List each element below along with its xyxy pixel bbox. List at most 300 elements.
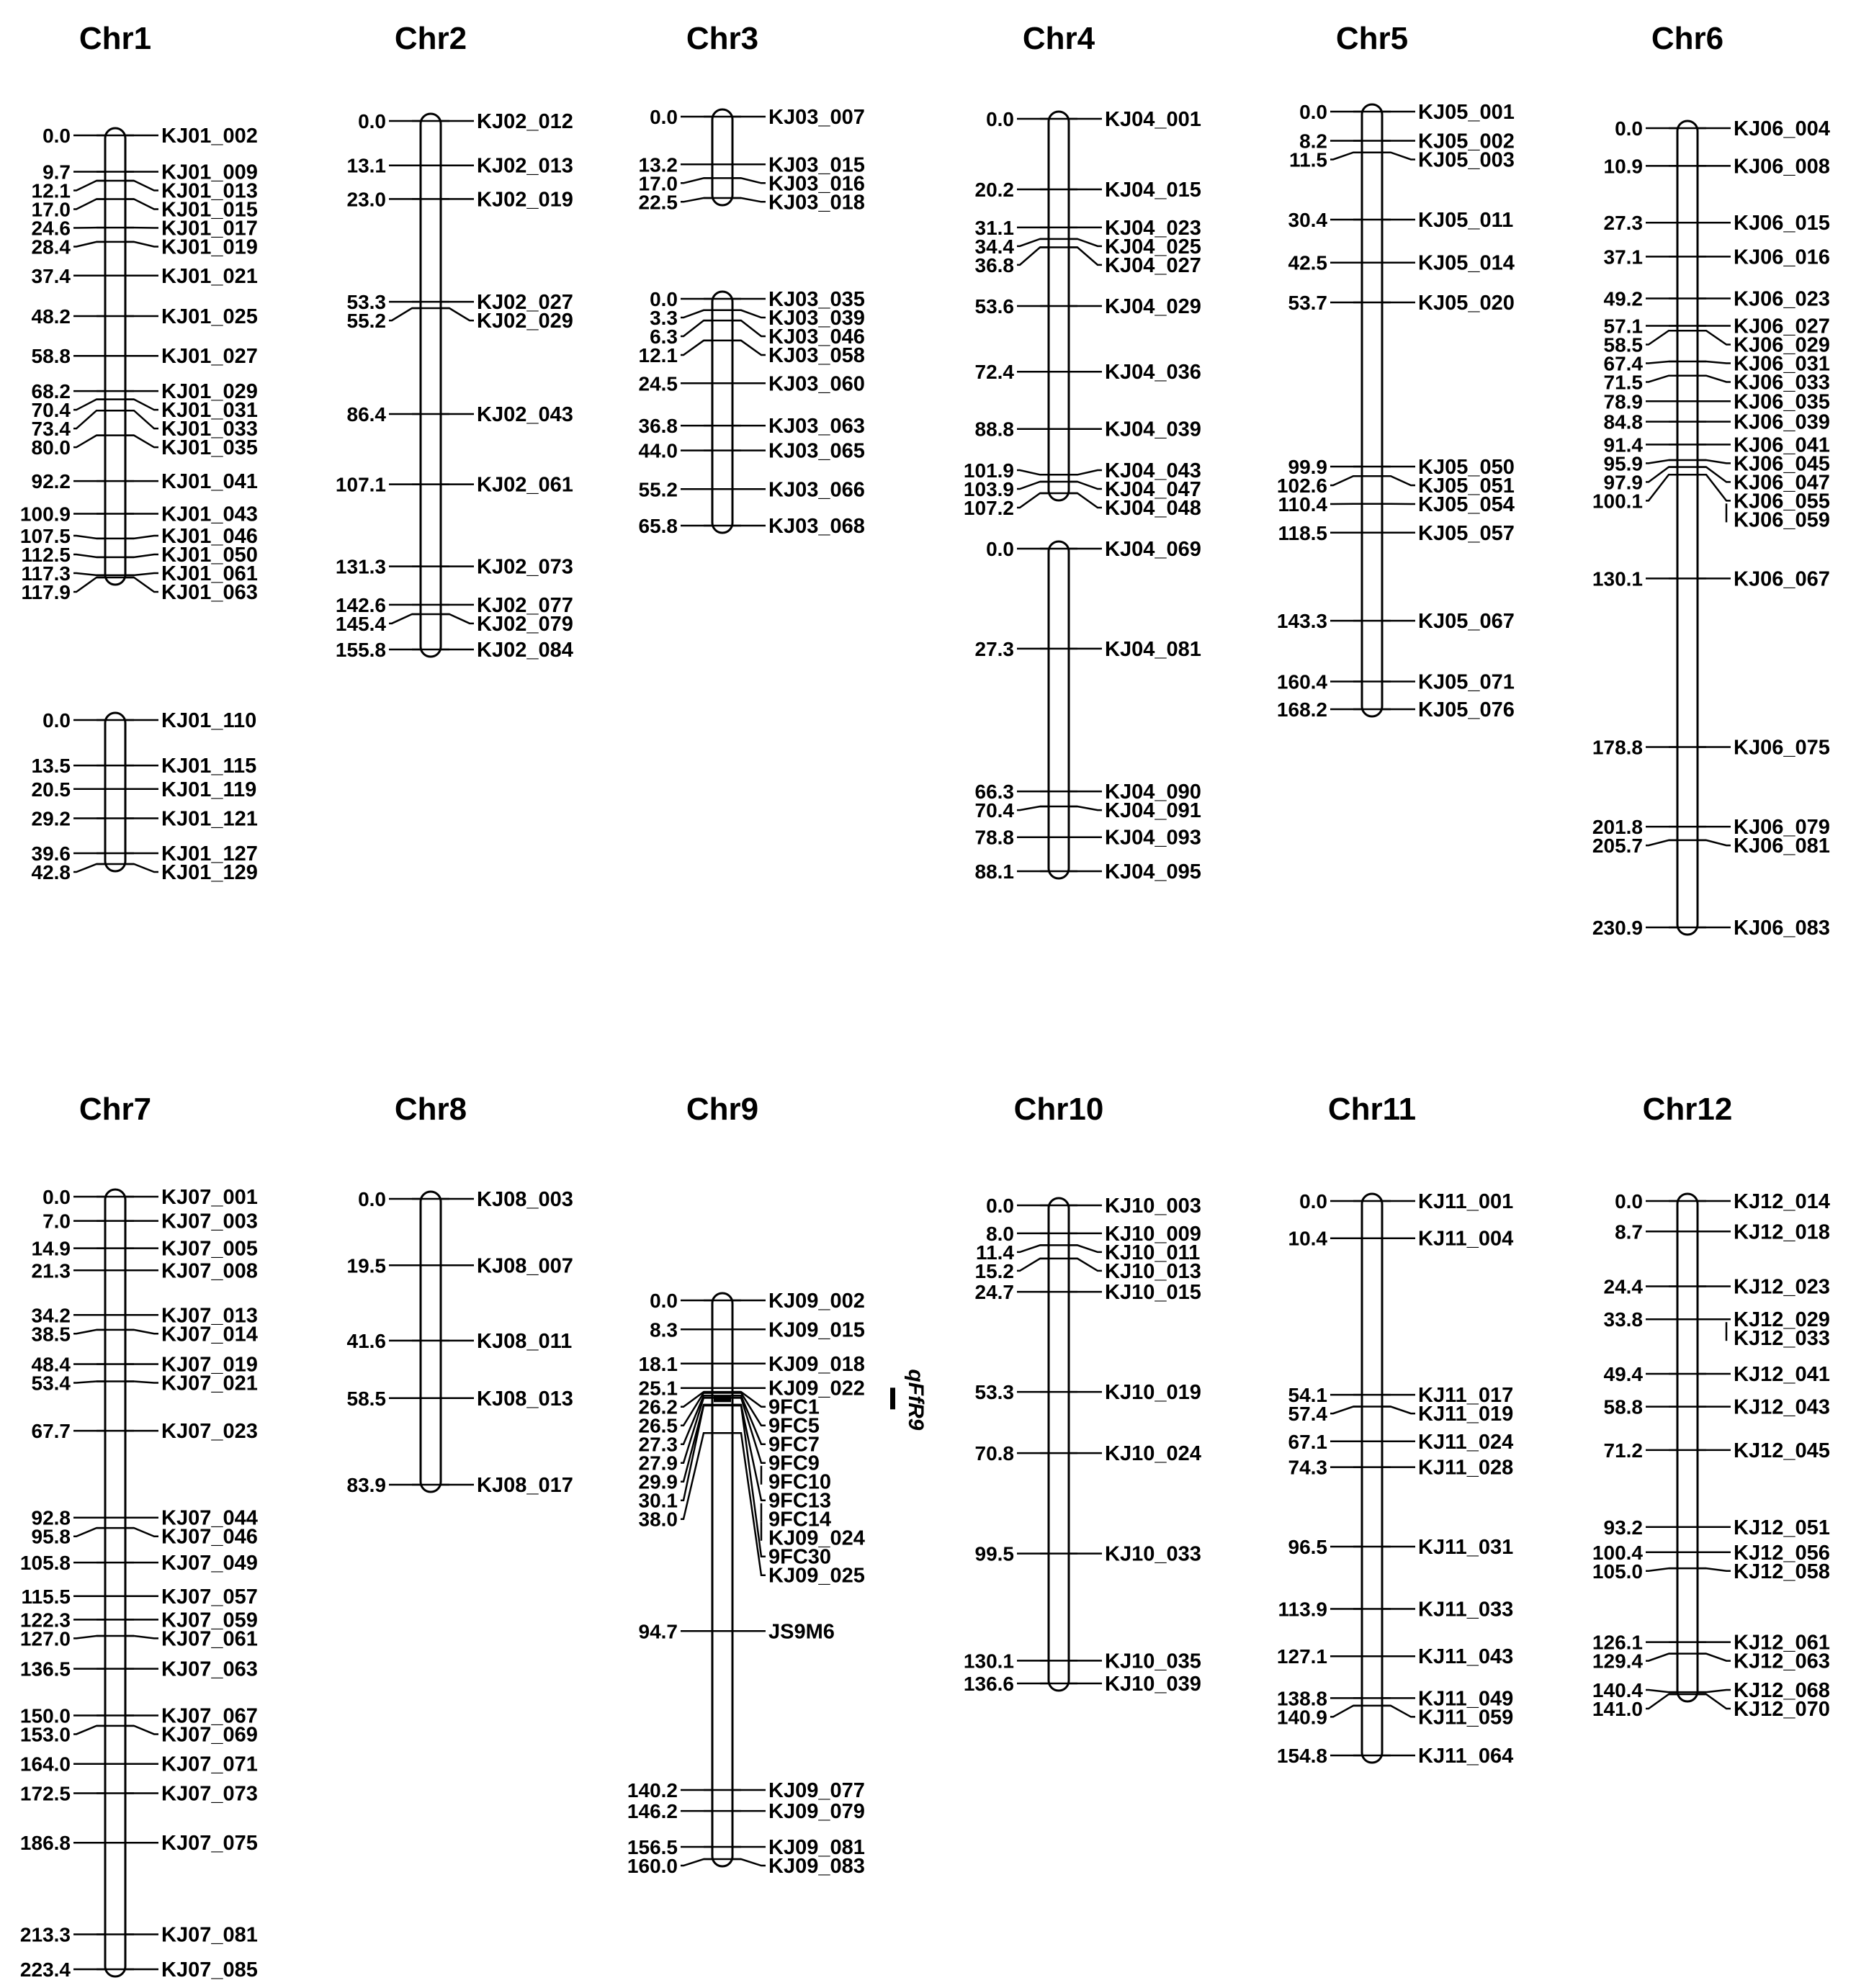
- marker-name: KJ07_081: [161, 1923, 258, 1947]
- marker-name: KJ12_043: [1734, 1395, 1830, 1419]
- marker-position: 0.0: [650, 1290, 678, 1312]
- marker-name: KJ04_091: [1105, 799, 1201, 823]
- marker-position: 0.0: [986, 108, 1014, 130]
- marker-position: 88.8: [974, 418, 1014, 441]
- linkage-group: [1592, 117, 1830, 940]
- marker-name: KJ06_008: [1734, 155, 1830, 179]
- marker-connector: [125, 1636, 158, 1638]
- marker-name: KJ03_015: [768, 153, 865, 177]
- marker-name: KJ07_023: [161, 1420, 258, 1444]
- marker-name: KJ01_031: [161, 399, 258, 423]
- marker-position: 15.2: [974, 1259, 1014, 1282]
- linkage-group: [20, 1186, 258, 1982]
- marker-position: 49.2: [1603, 287, 1643, 310]
- marker-name: KJ02_061: [477, 473, 573, 497]
- marker-position: 6.3: [650, 325, 678, 348]
- marker-connector: [441, 308, 474, 320]
- marker-name: KJ04_048: [1105, 497, 1201, 520]
- marker-position: 0.0: [358, 110, 386, 132]
- marker-connector: [125, 554, 158, 557]
- chromosome-title: Chr7: [79, 1092, 152, 1127]
- marker-position: 29.9: [638, 1470, 678, 1493]
- marker-position: 24.5: [638, 372, 678, 395]
- marker-name: KJ05_002: [1418, 130, 1515, 153]
- marker-position: 65.8: [638, 515, 678, 537]
- chromosome-bar: [1049, 541, 1069, 878]
- marker-name: KJ01_017: [161, 217, 258, 240]
- marker-position: 101.9: [963, 459, 1014, 482]
- marker-name: KJ04_025: [1105, 235, 1201, 258]
- marker-name: KJ08_011: [477, 1329, 573, 1353]
- marker-position: 0.0: [42, 709, 71, 732]
- marker-name: KJ06_023: [1734, 287, 1830, 311]
- marker-position: 113.9: [1278, 1598, 1327, 1621]
- marker-position: 34.4: [974, 235, 1014, 258]
- marker-name: KJ03_046: [768, 325, 865, 348]
- marker-position: 0.0: [1615, 117, 1643, 140]
- marker-name: KJ04_069: [1105, 538, 1201, 561]
- position-connector: [1017, 470, 1049, 474]
- marker-position: 92.2: [31, 470, 71, 493]
- chromosome-bar: [105, 1189, 125, 1976]
- chromosome-title: Chr4: [1022, 21, 1095, 56]
- position-connector: [1017, 806, 1049, 810]
- linkage-group: [964, 1195, 1201, 1696]
- marker-name: KJ05_003: [1418, 148, 1515, 172]
- chromosome-bar: [1677, 121, 1698, 935]
- marker-connector: [1069, 248, 1102, 265]
- marker-position: 160.0: [627, 1855, 678, 1878]
- marker-name: KJ11_031: [1418, 1536, 1514, 1560]
- marker-name: KJ09_079: [768, 1800, 865, 1824]
- marker-position: 53.3: [974, 1381, 1014, 1404]
- marker-position: 20.5: [31, 778, 71, 801]
- marker-position: 34.2: [31, 1304, 71, 1327]
- chromosome-bar: [712, 292, 732, 533]
- marker-position: 53.3: [346, 291, 386, 314]
- marker-connector: [125, 181, 158, 191]
- marker-position: 0.0: [986, 538, 1014, 560]
- chromosome-bar: [1362, 104, 1382, 716]
- marker-position: 55.2: [638, 478, 678, 501]
- marker-position: 72.4: [974, 361, 1014, 384]
- marker-position: 37.4: [31, 264, 71, 287]
- chromosome-chr9: [627, 1092, 928, 1878]
- marker-name: KJ09_077: [768, 1778, 865, 1802]
- marker-connector: [125, 536, 158, 539]
- marker-name: KJ01_115: [161, 755, 257, 778]
- marker-position: 38.0: [638, 1508, 678, 1531]
- marker-position: 53.4: [31, 1372, 71, 1395]
- marker-name: KJ01_013: [161, 179, 258, 203]
- marker-position: 9.7: [42, 161, 71, 184]
- marker-position: 22.5: [638, 191, 678, 214]
- marker-name: KJ04_023: [1105, 216, 1201, 240]
- marker-position: 142.6: [335, 593, 386, 616]
- marker-position: 205.7: [1592, 835, 1643, 858]
- marker-name: KJ04_039: [1105, 418, 1201, 441]
- chromosome-bar: [1362, 1194, 1382, 1763]
- marker-position: 11.5: [1289, 148, 1327, 171]
- marker-position: 153.0: [19, 1723, 71, 1746]
- marker-name: KJ10_003: [1105, 1195, 1201, 1218]
- marker-name: KJ03_065: [768, 439, 865, 463]
- marker-position: 186.8: [19, 1832, 71, 1855]
- position-connector: [73, 1330, 105, 1333]
- marker-name: KJ07_001: [161, 1186, 258, 1209]
- marker-position: 136.5: [19, 1658, 71, 1681]
- marker-position: 112.5: [21, 544, 71, 566]
- position-connector: [73, 554, 105, 557]
- marker-name: KJ03_016: [768, 172, 865, 196]
- marker-connector: [125, 436, 158, 448]
- position-connector: [1646, 1694, 1677, 1709]
- marker-name: KJ04_090: [1105, 781, 1201, 804]
- marker-position: 0.0: [42, 1186, 71, 1208]
- marker-name: KJ02_029: [477, 310, 573, 333]
- marker-position: 3.3: [650, 307, 678, 329]
- position-connector: [389, 308, 421, 320]
- marker-position: 67.4: [1603, 352, 1643, 375]
- marker-position: 230.9: [1592, 917, 1643, 939]
- marker-name: KJ08_007: [477, 1254, 573, 1278]
- marker-connector: [1698, 1654, 1731, 1661]
- position-connector: [73, 864, 105, 872]
- marker-name: KJ02_073: [477, 555, 573, 579]
- marker-connector: [732, 1395, 766, 1444]
- marker-connector: [1382, 1407, 1415, 1414]
- marker-position: 140.4: [1592, 1679, 1643, 1701]
- marker-name: KJ02_027: [477, 291, 573, 315]
- marker-position: 93.2: [1603, 1516, 1643, 1539]
- marker-name: KJ12_023: [1734, 1275, 1830, 1299]
- marker-name: KJ12_061: [1734, 1631, 1830, 1655]
- marker-name: KJ07_008: [161, 1259, 258, 1283]
- marker-name: KJ04_036: [1105, 361, 1201, 384]
- marker-name: KJ05_057: [1418, 521, 1515, 545]
- marker-connector: [1069, 239, 1102, 246]
- marker-connector: [1069, 806, 1102, 810]
- marker-name: KJ03_058: [768, 344, 865, 367]
- marker-name: KJ07_071: [161, 1753, 258, 1776]
- marker-position: 150.0: [19, 1704, 71, 1727]
- marker-position: 18.1: [638, 1352, 678, 1375]
- marker-name: KJ04_029: [1105, 295, 1201, 318]
- position-connector: [73, 199, 105, 210]
- marker-connector: [1698, 361, 1731, 363]
- marker-position: 24.4: [1603, 1275, 1643, 1298]
- marker-name: KJ10_013: [1105, 1259, 1201, 1283]
- position-connector: [681, 198, 712, 202]
- marker-position: 107.1: [335, 473, 386, 496]
- marker-connector: [125, 400, 158, 410]
- marker-name: KJ06_081: [1734, 835, 1830, 858]
- position-connector: [73, 573, 105, 575]
- marker-name: KJ12_041: [1734, 1362, 1830, 1386]
- marker-name: KJ11_059: [1418, 1706, 1514, 1730]
- marker-name: KJ12_033: [1734, 1327, 1830, 1351]
- chromosome-title: Chr6: [1651, 21, 1724, 56]
- chromosome-chr11: [1277, 1092, 1513, 1768]
- marker-name: KJ01_015: [161, 198, 258, 222]
- marker-name: KJ07_013: [161, 1304, 258, 1328]
- position-connector: [73, 410, 105, 428]
- marker-name: KJ01_050: [161, 544, 258, 567]
- marker-position: 73.4: [31, 418, 71, 441]
- marker-name: KJ01_063: [161, 581, 258, 604]
- marker-position: 36.8: [974, 253, 1014, 276]
- marker-position: 88.1: [974, 860, 1014, 883]
- marker-name: KJ06_067: [1734, 567, 1830, 591]
- marker-name: KJ04_093: [1105, 826, 1201, 850]
- marker-name: KJ07_085: [161, 1958, 258, 1982]
- marker-name: KJ05_076: [1418, 698, 1515, 721]
- marker-position: 107.5: [19, 525, 71, 547]
- marker-name: KJ06_016: [1734, 246, 1830, 269]
- marker-name: KJ03_068: [768, 515, 865, 538]
- marker-position: 27.3: [974, 637, 1014, 660]
- marker-name: KJ01_009: [161, 161, 258, 184]
- marker-name: KJ06_075: [1734, 736, 1830, 760]
- marker-position: 115.5: [21, 1585, 71, 1608]
- marker-position: 91.4: [1603, 433, 1643, 456]
- marker-name: KJ05_001: [1418, 101, 1515, 124]
- marker-connector: [732, 1859, 766, 1866]
- position-connector: [73, 400, 105, 410]
- marker-position: 100.1: [1592, 490, 1643, 513]
- marker-position: 117.3: [21, 562, 71, 585]
- chromosome-bar: [105, 713, 125, 871]
- chromosome-bar: [421, 114, 441, 657]
- marker-position: 21.3: [31, 1259, 71, 1282]
- marker-position: 14.9: [31, 1237, 71, 1260]
- chromosome-title: Chr1: [79, 21, 152, 56]
- marker-name: KJ07_014: [161, 1323, 258, 1346]
- position-connector: [73, 1528, 105, 1537]
- marker-position: 103.9: [963, 478, 1014, 500]
- marker-connector: [125, 577, 158, 592]
- marker-name: KJ11_001: [1418, 1190, 1514, 1213]
- marker-connector: [1382, 153, 1415, 160]
- marker-position: 13.2: [638, 153, 678, 176]
- marker-name: KJ01_035: [161, 436, 258, 460]
- marker-connector: [441, 614, 474, 624]
- marker-position: 96.5: [1288, 1536, 1327, 1559]
- position-connector: [1017, 1259, 1049, 1271]
- marker-position: 23.0: [346, 188, 386, 211]
- marker-position: 12.1: [638, 344, 678, 366]
- marker-position: 136.6: [963, 1673, 1014, 1695]
- marker-position: 8.0: [986, 1222, 1014, 1245]
- marker-position: 130.1: [1592, 567, 1643, 590]
- marker-name: KJ10_011: [1105, 1241, 1201, 1264]
- marker-position: 41.6: [346, 1329, 386, 1352]
- marker-name: KJ01_019: [161, 235, 258, 259]
- marker-position: 0.0: [1299, 1190, 1327, 1213]
- marker-name: KJ07_044: [161, 1506, 258, 1530]
- marker-position: 131.3: [335, 555, 386, 578]
- marker-name: KJ12_068: [1734, 1679, 1830, 1702]
- position-connector: [73, 1381, 105, 1382]
- chromosome-bar: [421, 1192, 441, 1492]
- marker-connector: [1698, 840, 1731, 845]
- marker-name: KJ05_020: [1418, 291, 1515, 315]
- marker-position: 29.2: [31, 807, 71, 830]
- marker-position: 122.3: [19, 1609, 71, 1632]
- marker-name: KJ07_059: [161, 1609, 258, 1632]
- marker-name: KJ04_015: [1105, 178, 1201, 202]
- position-connector: [1017, 482, 1049, 489]
- marker-name: KJ05_054: [1418, 492, 1515, 516]
- marker-name: 9FC7: [768, 1433, 820, 1457]
- marker-name: KJ07_061: [161, 1627, 258, 1651]
- marker-name: KJ07_075: [161, 1832, 258, 1856]
- marker-position: 92.8: [31, 1506, 71, 1529]
- marker-name: KJ03_066: [768, 478, 865, 502]
- marker-name: KJ11_033: [1418, 1598, 1514, 1622]
- marker-name: KJ10_033: [1105, 1542, 1201, 1566]
- marker-name: KJ05_011: [1418, 209, 1514, 233]
- marker-name: KJ01_021: [161, 264, 258, 288]
- marker-position: 30.4: [1288, 209, 1327, 232]
- position-connector: [1646, 1654, 1677, 1661]
- marker-name: KJ02_012: [477, 110, 573, 133]
- marker-name: KJ09_018: [768, 1352, 865, 1376]
- marker-name: KJ01_121: [161, 807, 258, 831]
- marker-name: KJ04_027: [1105, 253, 1201, 277]
- chromosome-chr1: [20, 21, 258, 884]
- marker-name: KJ06_055: [1734, 490, 1830, 513]
- marker-name: KJ01_129: [161, 861, 258, 885]
- marker-name: KJ02_079: [477, 612, 573, 636]
- marker-position: 48.2: [31, 305, 71, 328]
- marker-position: 94.7: [638, 1620, 678, 1643]
- marker-name: KJ07_005: [161, 1237, 258, 1261]
- position-connector: [1646, 474, 1677, 500]
- marker-position: 130.1: [963, 1650, 1014, 1673]
- marker-position: 13.5: [31, 755, 71, 778]
- linkage-group: [1277, 101, 1515, 721]
- chromosome-chr5: [1277, 21, 1515, 721]
- marker-name: KJ07_063: [161, 1658, 258, 1681]
- marker-name: KJ06_083: [1734, 917, 1830, 940]
- marker-name: KJ06_079: [1734, 816, 1830, 840]
- marker-name: KJ08_017: [477, 1474, 573, 1497]
- position-connector: [681, 178, 712, 183]
- marker-position: 154.8: [1276, 1745, 1327, 1767]
- marker-name: KJ10_035: [1105, 1650, 1201, 1673]
- marker-position: 70.4: [974, 799, 1014, 822]
- marker-position: 95.9: [1603, 452, 1643, 475]
- position-connector: [1017, 1245, 1049, 1251]
- marker-name: KJ09_015: [768, 1318, 865, 1342]
- marker-position: 58.8: [31, 345, 71, 368]
- marker-position: 145.4: [335, 612, 386, 635]
- marker-position: 13.1: [346, 154, 386, 177]
- marker-position: 54.1: [1288, 1384, 1327, 1407]
- marker-name: 9FC5: [768, 1414, 820, 1438]
- marker-position: 67.1: [1288, 1430, 1327, 1453]
- marker-name: KJ04_095: [1105, 860, 1201, 883]
- marker-position: 71.2: [1603, 1439, 1643, 1462]
- marker-name: KJ10_024: [1105, 1442, 1201, 1466]
- marker-position: 57.4: [1288, 1403, 1327, 1426]
- linkage-group: [347, 1188, 573, 1497]
- position-connector: [1646, 460, 1677, 463]
- marker-name: KJ09_022: [768, 1377, 865, 1400]
- marker-position: 172.5: [19, 1782, 71, 1805]
- marker-position: 126.1: [1592, 1631, 1643, 1654]
- marker-position: 58.5: [346, 1387, 386, 1410]
- marker-connector: [125, 1528, 158, 1537]
- position-connector: [1330, 1706, 1362, 1717]
- position-connector: [389, 614, 421, 624]
- position-connector: [73, 181, 105, 191]
- marker-connector: [1698, 474, 1731, 500]
- position-connector: [73, 536, 105, 539]
- marker-position: 0.0: [650, 106, 678, 128]
- marker-name: KJ12_014: [1734, 1190, 1830, 1213]
- marker-name: KJ12_058: [1734, 1560, 1830, 1583]
- marker-connector: [1382, 476, 1415, 485]
- marker-name: KJ03_060: [768, 372, 865, 396]
- marker-name: KJ09_002: [768, 1290, 865, 1313]
- marker-position: 33.8: [1603, 1308, 1643, 1331]
- marker-name: KJ06_029: [1734, 333, 1830, 357]
- marker-position: 0.0: [650, 288, 678, 310]
- position-connector: [73, 436, 105, 448]
- marker-name: 9FC1: [768, 1395, 820, 1419]
- marker-position: 100.9: [19, 503, 71, 526]
- marker-connector: [1698, 1694, 1731, 1709]
- marker-name: KJ05_050: [1418, 455, 1515, 479]
- chromosome-title: Chr8: [394, 1092, 467, 1127]
- marker-position: 0.0: [986, 1195, 1014, 1217]
- position-connector: [681, 1859, 712, 1866]
- marker-name: KJ11_028: [1418, 1456, 1514, 1480]
- marker-name: KJ01_025: [161, 305, 258, 329]
- marker-name: KJ07_021: [161, 1372, 258, 1395]
- marker-position: 8.7: [1615, 1220, 1643, 1243]
- marker-name: KJ01_119: [161, 778, 257, 801]
- marker-name: KJ09_025: [768, 1564, 865, 1588]
- marker-position: 8.3: [650, 1318, 678, 1341]
- marker-position: 58.5: [1603, 333, 1643, 356]
- chromosome-title: Chr11: [1327, 1092, 1417, 1127]
- marker-connector: [125, 1330, 158, 1333]
- marker-name: KJ03_035: [768, 288, 865, 311]
- marker-position: 17.0: [31, 198, 71, 221]
- position-connector: [681, 341, 712, 355]
- marker-position: 7.0: [42, 1210, 71, 1233]
- marker-name: KJ05_067: [1418, 610, 1515, 634]
- marker-connector: [732, 320, 766, 336]
- marker-connector: [732, 341, 766, 355]
- marker-position: 27.3: [1603, 212, 1643, 235]
- marker-position: 31.1: [974, 216, 1014, 239]
- marker-position: 67.7: [31, 1420, 71, 1443]
- marker-name: KJ11_019: [1418, 1403, 1514, 1426]
- marker-connector: [732, 198, 766, 202]
- marker-position: 95.8: [31, 1525, 71, 1548]
- marker-position: 55.2: [346, 310, 386, 333]
- chromosome-chr10: [964, 1092, 1201, 1696]
- marker-position: 178.8: [1592, 736, 1643, 759]
- marker-name: KJ02_043: [477, 403, 573, 427]
- marker-position: 117.9: [21, 581, 71, 603]
- marker-name: KJ07_019: [161, 1353, 258, 1377]
- qtl-label: qFfR9: [904, 1369, 928, 1431]
